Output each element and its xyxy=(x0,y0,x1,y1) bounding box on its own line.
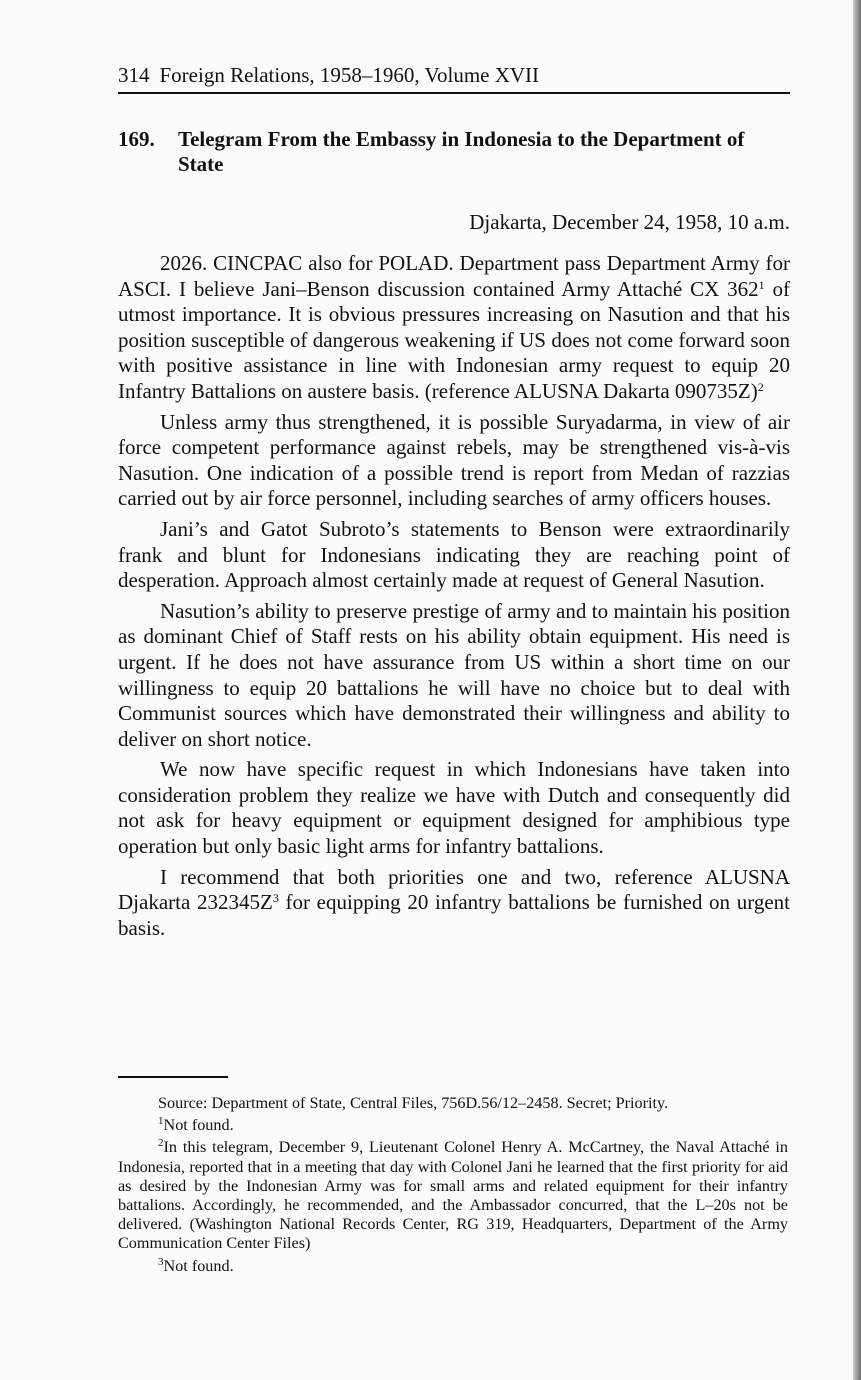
source-note: Source: Department of State, Central Files, 756D.56/12–2458. Secret; Priority. xyxy=(158,1094,669,1112)
paragraph-6: I recommend that both priorities one and two, reference ALUSNA Djakarta $232345Z^3$ for equipping 20 infantry battalions be furnished on urgent basis. xyxy=(118,864,790,940)
footnote-ref-1: 1 xyxy=(758,277,765,292)
telegram-body xyxy=(118,251,790,946)
paragraph-2: Unless army thus strengthened, it is possible Suryadarma, in view of air force competent performance against rebels, may be strengthened vis-à-vis Nasution. One indication of a possible trend is report from Medan of razzias carried out by air force personnel, including searches of army officers houses. xyxy=(118,409,790,511)
document-heading xyxy=(118,127,790,177)
footnote-ref-2: 2 xyxy=(757,379,764,394)
document-number: 169. xyxy=(118,127,155,151)
running-head xyxy=(118,62,790,88)
footnote-3: $^3$Not found. xyxy=(158,1255,234,1275)
footnote-2: $^2$In this telegram, December 9, Lieutenant Colonel Henry A. McCartney, the Naval Attaché in Indonesia, reported that in a meeting that day with Colonel Jani he learned that the first priority for aid as desired by the Indonesian Army was for small arms and related equipment for their infantry battalions. Accordingly, he recommended, and the Ambassador concurred, that the L–20s not be delivered. (Washington National Records Center, RG 319, Headquarters, Department of the Army Communication Center Files) xyxy=(118,1137,788,1253)
document-title: Telegram From the Embassy in Indonesia to the Department of State xyxy=(178,127,745,176)
footnote-1: $^1$Not found. xyxy=(158,1115,234,1135)
footnote-ref-3: 3 xyxy=(272,891,279,906)
header-rule xyxy=(118,92,790,94)
dateline: Djakarta, December 24, 1958, 10 a.m. xyxy=(469,210,790,234)
page-edge-shadow xyxy=(853,0,861,1380)
footnotes xyxy=(118,1094,788,1279)
series-title: Foreign Relations, 1958–1960, Volume XVII xyxy=(159,63,540,87)
paragraph-4: Nasution’s ability to preserve prestige of army and to maintain his position as dominant Chief of Staff rests on his ability obtain equipment. His need is urgent. If he does not have assurance from US within a short time on our willingness to equip 20 battalions he will have no choice but to deal with Communist sources which have demonstrated their willingness and ability to deliver on short notice. xyxy=(118,598,790,751)
paragraph-5: We now have specific request in which Indonesians have taken into consideration problem they realize we have with Dutch and consequently did not ask for heavy equipment or equipment designed for amphibious type operation but only basic light arms for infantry battalions. xyxy=(118,757,790,859)
paragraph-3: Jani’s and Gatot Subroto’s statements to Benson were extraordinarily frank and blunt for Indonesians indicating they are reaching point of desperation. Approach almost certainly made at request of General Nasution. xyxy=(118,516,790,593)
page-number: 314 xyxy=(118,63,150,87)
paragraph-1: 2026. CINCPAC also for POLAD. Department pass Department Army for ASCI. I believe Jani–Benson discussion contained Army Attaché CX $362^1$ of utmost importance. It is obvious pressures increasing on Nasution and that his position susceptible of dangerous weakening if US does not come forward soon with positive assistance in line with Indonesian army request to equip 20 Infantry Battalions on austere basis. (reference ALUSNA Dakarta 090735Z)$^2$ xyxy=(118,251,790,403)
footnote-rule xyxy=(118,1076,228,1078)
